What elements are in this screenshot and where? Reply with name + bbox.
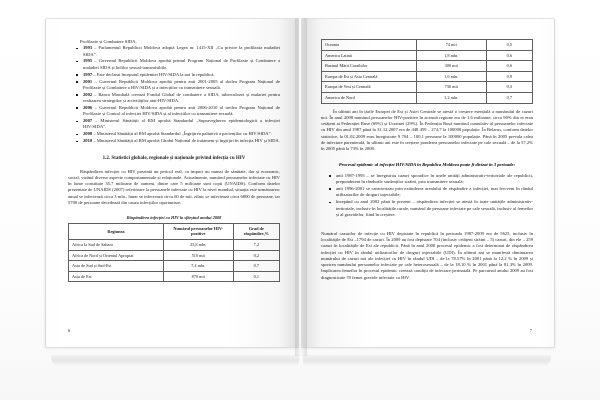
table-row [322,50,533,61]
list-item: anii 1996-2001 se caracterizau prin extinderea arealului de răspândire a infecției, mai frecvent în rândul utilizatorilor de droguri injectabile; [327,186,533,199]
cell-count: 870 mii [163,271,233,282]
list-item [74,118,280,131]
hiv-prevalence-table [68,223,280,283]
epidemic-periods-list [327,173,533,218]
bullet-year: 2002 [83,91,93,97]
cell-region: America Latină [322,50,417,61]
cell-count: 300 mii [416,61,486,72]
list-item [74,79,280,92]
right-page-content [321,39,533,339]
bullet-year: 2006 [83,104,93,110]
cell-count: 7,4 mln. [163,261,233,272]
cell-region: Europa de Est și Asia Centrală [322,71,417,82]
bullet-year: 1993 [83,45,93,51]
table-row [322,92,533,103]
column-header-percent: Grad de răspândire,% [233,223,279,239]
section-heading: 1.2. Statistici globale, regionale și naționale privind infecția cu HIV [102,155,246,161]
cell-count: 1,2 mln. [416,92,486,103]
cell-percent: 0,3 [486,82,532,93]
table-row [322,40,533,51]
list-item [74,92,280,105]
cell-percent: 0,6 [486,61,532,72]
bullet-text: – Guvernul Republicii Moldova aprobă pentru anii 2006-2010 al treilea Program Național de Profilaxie și Control al infecției HIV/SIDA și al infecțiilor cu transmitere sexuală. [83,104,280,117]
table-header-row [69,223,280,239]
cell-count: 730 mii [416,82,486,93]
italic-subheading: Procesul epidemic al infecției HIV/SIDA în Republica Moldova poate fi divizat în 3 perioade: [338,161,516,167]
page-block-edge-left [51,355,299,367]
cell-region: Europa de Vest și Centrală [322,82,417,93]
cell-region: Bazinul Mării Caraibilor [322,61,417,72]
list-item: începând cu anul 2002 până în prezent – răspândirea infecției se atestă în toate unitățile administrativ-teritoriale, inclusiv în localitățile rurale, numărul de persoane infectate pe cale sexuală, inclusiv al femeilor și al gravidelor, fiind în creștere. [327,199,533,218]
bullet-year: 2001 [83,78,93,84]
cell-count: 25,8 mln. [163,239,233,250]
cell-percent: 0,7 [486,92,532,103]
cell-count: 1,8 mln. [416,50,486,61]
hiv-prevalence-table-continued [321,39,533,104]
timeline-bullet-list [74,45,280,144]
bullet-text: – Este declarat începutul epidemiei HIV/SIDA la noi în republică. [92,71,215,77]
list-item [74,58,280,71]
bullet-text: – Guvernul Republicii Moldova aprobă pentru anii 2001-2005 al doilea Program Național de Profilaxie și Combatere a HIV/SIDA și a infecțiilor cu transmitere sexuală. [83,78,280,90]
cell-region: Asia de Sud și Sud-Est [69,261,164,272]
bullet-year: 1997 [83,71,93,77]
table-row [322,71,533,82]
cell-percent: 0,6 [486,50,532,61]
page-number: 7 [529,328,532,333]
list-item [74,105,280,118]
column-header-region: Regiunea [69,223,164,239]
table-row [69,239,280,250]
body-paragraph: Răspândirea infecției cu HIV prezintă un pericol real, cu impact nu numai de sănătate, dar și economic, social, vizând diverse aspecte comportamentale și relaționale. Actualmente, numărul persoanelor infectate cu HIV în lume constituie 35,7 milioane de oameni, dintre care 5 milioane sunt copii (UNAIDS). Conform datelor prezentate de UNAIDS (2007) referitoare la persoanele infectate cu HIV la nivel mondial, situația este următoarea: anual se infectează circa 3 mln., lunar se infectează circa 60 de mii, zilnic se infectează circa 6800 de persoane, iar 5700 de persoane decedează din cauza infecțiilor oportuniste. [68,168,280,205]
list-item [74,131,280,137]
table-row [69,271,280,282]
right-page [301,18,555,348]
cell-region: Asia de Est [69,271,164,282]
continued-line: Profilaxie și Combatere SIDA. [80,39,137,44]
bullet-year: 1995 [83,58,93,64]
bullet-year: 2008 [83,131,93,137]
cell-count: 74 mii [416,40,486,51]
list-item [74,72,280,78]
cell-region: Africa de Nord și Orientul Apropiat [69,250,164,261]
cell-region: America de Nord [322,92,417,103]
left-page-content [68,39,280,339]
cell-percent: 0,5 [486,40,532,51]
cell-percent: 0,2 [233,250,279,261]
table-row [69,261,280,272]
cell-count: 510 mii [163,250,233,261]
list-item: anii 1987-1995 – se înregistrau cazuri sporadice în unele unități administrativ-teritoriale ale republicii, preponderent în rândurile studenților străini, prin transmitere sexuală; [327,173,533,186]
bullet-text: – Ministerul Sănătății al RM aprobă Ghidul Național de tratament și îngrijiri în infecția HIV și SIDA. [92,138,280,144]
cell-region: Oceania [322,40,417,51]
list-item [74,45,280,58]
bullet-year: 2010 [83,138,93,144]
table-row [69,250,280,261]
body-paragraph: Numărul cazurilor de infecție cu HIV depistate în republică în perioada 1987-2009 era de 5625, inclusiv în localitățile de Est –1794 de cazuri. În 2009 au fost depistate 704 (inclusiv cetățeni străini – 5) cazuri, din ele – 259 cazuri în localitățile de Est ale republicii. Până în anul 2000 procesul epidemic a fost determinat de răspândirea infecției cu HIV în rândul utilizatorilor de droguri injectabile (UDI). În ultimii ani se manifestă diminuarea numărului de cazuri noi ale infecției cu HIV în rândul UDI – de la 78,57% în 2001 până la 12,2 % în 2009 și sporirea numărului persoanelor infectate pe cale heterosexuală – de la 18,10 % în 2001 până la 81,3% în 2009. Implicarea femeilor în procesul epidemic creează condiții de infectare perinatală. Pe parcursul anului 2009 au fost diagnosticate 70 femei gravide infectate cu HIV. [321,230,533,280]
cell-region: Africa la Sud de Sahara [69,239,164,250]
bullet-text: – Parlamentul Republicii Moldova adoptă Legea nr. 1415-XII „Cu privire la profilaxia maladiei SIDA”. [83,45,280,57]
left-page [45,18,299,348]
cell-count: 1,6 mln. [416,71,486,82]
bullet-text: – Banca Mondială creează Fondul Global de combatere a SIDA, tuberculozei și malariei pentru realizarea strategiilor și activităților anti-HIV/SIDA. [83,91,280,104]
table-caption: Răspândirea infecției cu HIV la sfârșitul anului 2008 [126,215,222,221]
page-block-edge-right [303,355,551,367]
open-book [45,18,555,358]
bullet-text: – Ministerul Sănătății al RM aprobă Standardul „Îngrijirea paliativă a pacienților cu HIV/SIDA”. [92,131,272,137]
cell-percent: 0,7 [233,261,279,272]
bullet-year: 2007 [83,118,93,124]
bullet-text: – Ministerul Sănătății al RM aprobă Standardul „Supravegherea epidemiologică a infecției HIV/SIDA”. [83,118,280,130]
column-header-count: Numărul persoanelor HIV-pozitive [163,223,233,239]
list-item [74,138,280,144]
page-number: 6 [68,328,71,333]
table-row [322,82,533,93]
cell-percent: 7,2 [233,239,279,250]
table-row [322,61,533,72]
cell-percent: 0,9 [486,71,532,82]
bullet-text: – Guvernul Republicii Moldova aprobă primul Program Național de Profilaxie și Combatere a maladiei SIDA și bolilor sexual-transmisibile. [83,58,280,70]
body-paragraph: În ultimii ani în țările Europei de Est și Asiei Centrale se atestă o creștere esențială a numărului de cazuri noi. În anul 2008 numărul persoanelor HIV-pozitive în această regiune era de 1,6 milioane; circa 90% din ei erau cetățeni ai Federației Ruse (69%) și Ucrainei (29%). În Federația Rusă numărul cumulativ al persoanelor infectate cu HIV din anul 1987 până la 31.12.2007 era de 448 459 – 274,7 la 100000 populație. În Belarus, conform datelor statistice, la 01.02.2009 erau înregistrate 9 704 – 100,1 persoane la 100000 populație. Până în 2005 prevala calea de infectare parenterală, în ultimii ani este în creștere ponderea persoanelor infectate pe cale sexuală – de la 57,2% în 2005 până la 73% în 2008. [321,108,533,152]
cell-percent: 0,1 [233,271,279,282]
